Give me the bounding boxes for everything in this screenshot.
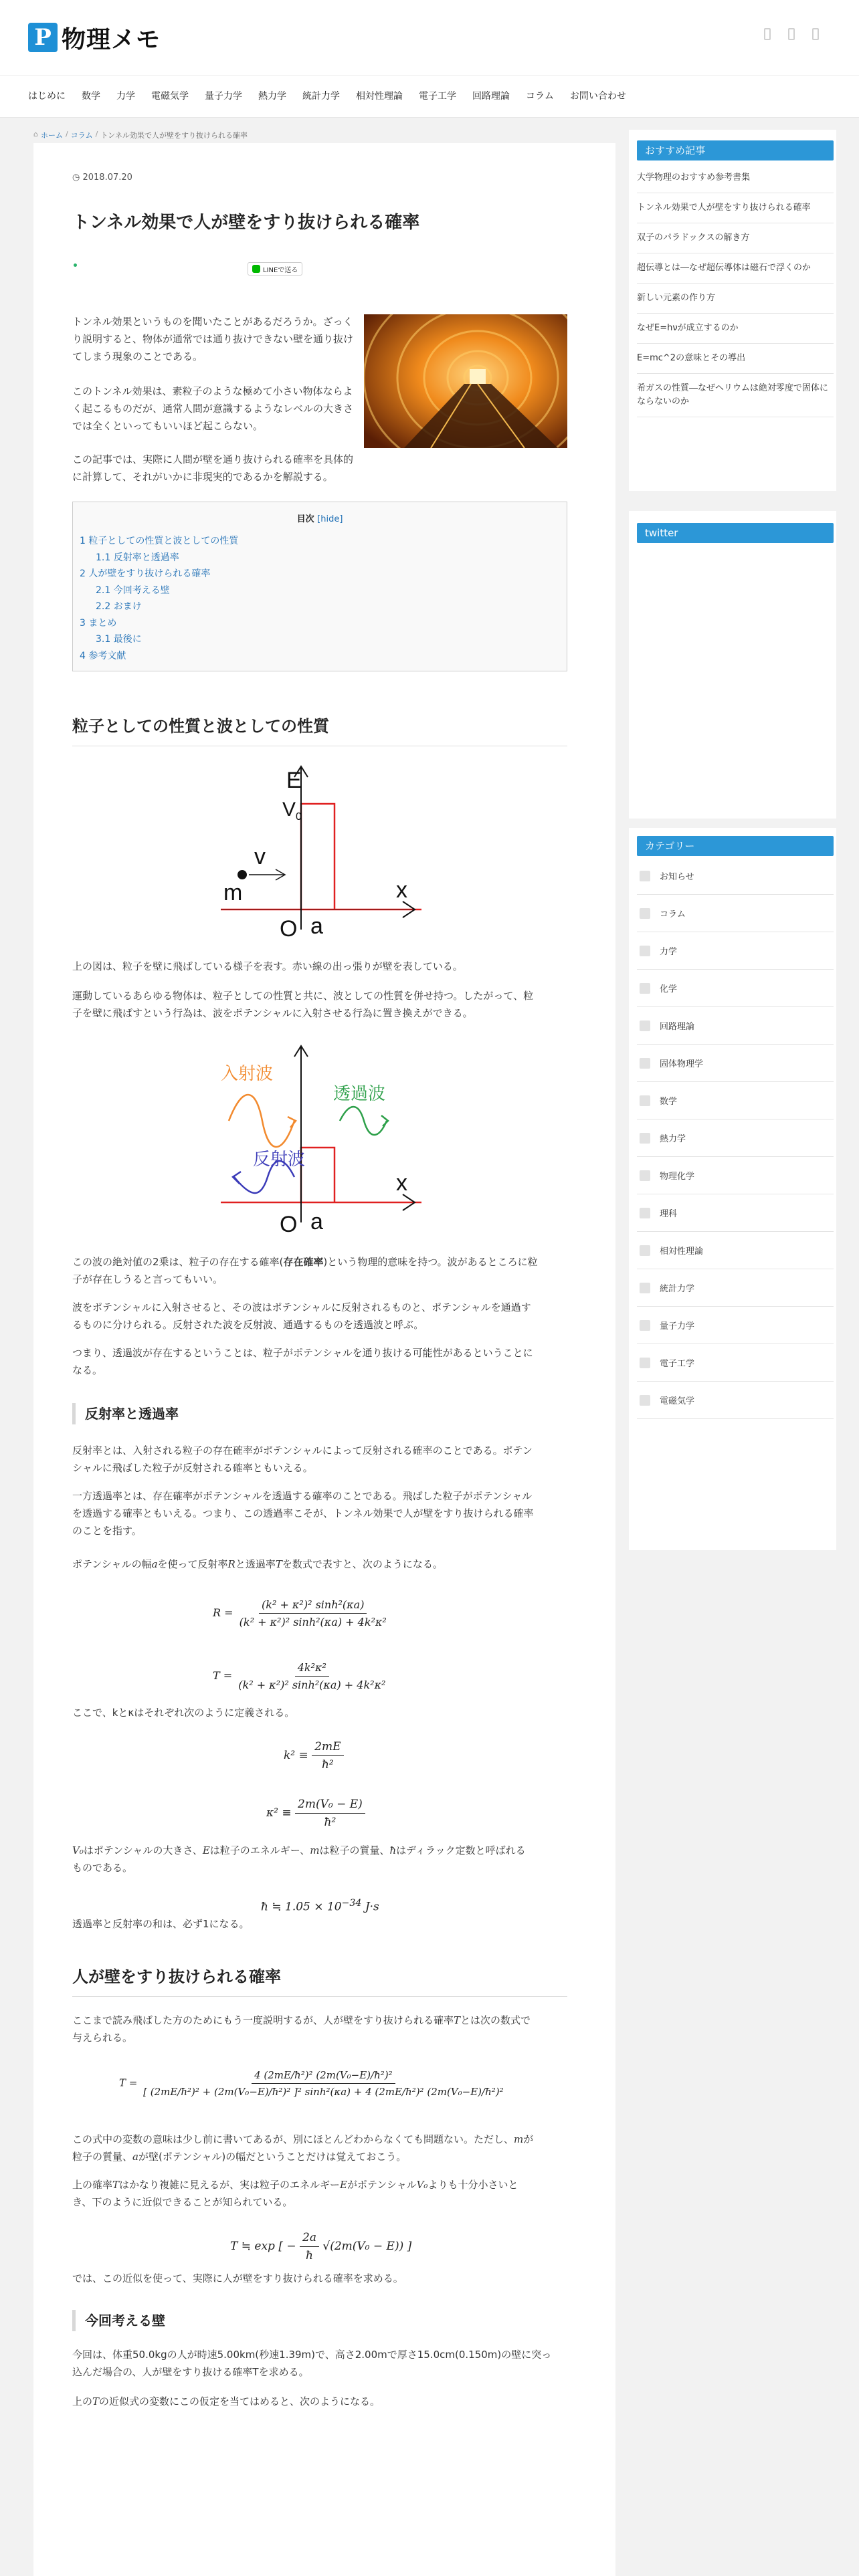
category-item[interactable]: 熱力学: [637, 1119, 834, 1157]
x-axis-label: x: [396, 1170, 407, 1196]
category-item[interactable]: 電磁気学: [637, 1382, 834, 1419]
recommended-widget: [629, 130, 836, 491]
nav-item[interactable]: 相対性理論: [356, 91, 403, 102]
paragraph: つまり、透過波が存在するということは、粒子がポテンシャルを通り抜ける可能性があるということに なる。: [72, 1347, 533, 1376]
nav-item[interactable]: 熱力学: [258, 91, 286, 102]
folder-icon: [640, 1021, 650, 1031]
velocity-label: v: [254, 844, 266, 869]
recommended-link[interactable]: 希ガスの性質―なぜヘリウムは絶対零度で固体にならないのか: [637, 374, 834, 417]
nav-item[interactable]: お問い合わせ: [569, 91, 626, 102]
paragraph: 一方透過率とは、存在確率がポテンシャルを透過する確率のことである。飛ばした粒子がポテンシャル を透過する確率ともいえる。つまり、この透過率こそが、トンネル効果で人が壁をすり抜けられる確率 のことを指す。: [72, 1490, 534, 1537]
recommended-link[interactable]: トンネル効果で人が壁をすり抜けられる確率: [637, 193, 834, 223]
folder-icon: [640, 1170, 650, 1181]
transmitted-wave-label: 透過波: [333, 1084, 386, 1104]
category-item[interactable]: お知らせ: [637, 857, 834, 895]
paragraph: ここで、kとκはそれぞれ次のように定義される。: [72, 1707, 295, 1719]
category-item[interactable]: 相対性理論: [637, 1232, 834, 1269]
toc-item[interactable]: 3.1 最後に: [96, 634, 142, 645]
paragraph: ここまで読み飛ばした方のためにもう一度説明するが、人が壁をすり抜けられる確率Tとは次の数式で 与えられる。: [72, 2014, 531, 2044]
site-logo[interactable]: [28, 21, 161, 53]
potential-label: V: [282, 798, 296, 821]
x-axis-label: x: [396, 877, 407, 903]
paragraph: では、この近似を使って、実際に人が壁をすり抜けられる確率を求める。: [72, 2272, 403, 2284]
folder-icon: [640, 1208, 650, 1218]
folder-icon: [640, 1283, 650, 1293]
folder-icon: [640, 1133, 650, 1144]
width-label: a: [310, 1209, 323, 1235]
category-item[interactable]: 固体物理学: [637, 1045, 834, 1082]
paragraph: 上の図は、粒子を壁に飛ばしている様子を表す。赤い線の出っ張りが壁を表している。: [72, 960, 463, 972]
subsection-heading: 今回考える壁: [72, 2310, 567, 2331]
width-label: a: [310, 914, 323, 939]
k-definition: k² ≡ $\frac{2mE}{\text{ħ²}}$: [284, 1740, 344, 1772]
folder-icon: [640, 1245, 650, 1256]
folder-icon: [640, 908, 650, 919]
breadcrumb-home[interactable]: ホーム: [40, 131, 63, 140]
toc-item[interactable]: 2.2 おまけ: [96, 601, 142, 612]
folder-icon: [640, 946, 650, 956]
nav-item[interactable]: 電磁気学: [151, 91, 189, 102]
paragraph: 上のTの近似式の変数にこの仮定を当てはめると、次のようになる。: [72, 2395, 381, 2407]
category-item[interactable]: 数学: [637, 1082, 834, 1119]
post-date: ◷ 2018.07.20: [72, 173, 132, 183]
line-share-button[interactable]: LINEで送る: [248, 262, 302, 276]
category-item[interactable]: 化学: [637, 970, 834, 1007]
toc-item[interactable]: 1.1 反射率と透過率: [96, 552, 179, 563]
recommended-link[interactable]: 新しい元素の作り方: [637, 284, 834, 314]
article-title: トンネル効果で人が壁をすり抜けられる確率: [72, 213, 420, 233]
approximation-formula: T ≒ exp [ − $\frac{2a}{ħ}$ √(2m(V₀ − E)) ]: [230, 2231, 412, 2262]
site-name: 物理メモ: [62, 25, 161, 53]
nav-item[interactable]: コラム: [526, 91, 554, 102]
share-icon[interactable]: [74, 263, 77, 267]
logo-icon: P: [28, 23, 58, 52]
breadcrumb-category[interactable]: コラム: [70, 131, 93, 140]
recommended-link[interactable]: なぜE=hνが成立するのか: [637, 314, 834, 344]
nav-item[interactable]: 力学: [116, 91, 135, 102]
recommended-link[interactable]: E=mc^2の意味とその導出: [637, 344, 834, 374]
paragraph: 反射率とは、入射される粒子の存在確率がポテンシャルによって反射される確率のことである。ポテン シャルに飛ばした粒子が反射される確率ともいえる。: [72, 1444, 533, 1474]
folder-icon: [640, 983, 650, 994]
line-icon: [252, 265, 260, 273]
energy-axis-label: E: [286, 768, 302, 793]
toc-item[interactable]: 3 まとめ: [80, 617, 117, 629]
section-heading: 人が壁をすり抜けられる確率: [72, 1963, 567, 1997]
toc-item[interactable]: 2 人が壁をすり抜けられる確率: [80, 568, 211, 579]
clock-icon: ◷: [72, 173, 83, 183]
toc-item[interactable]: 2.1 今回考える壁: [96, 584, 170, 596]
intro-paragraph: この記事では、実際に人間が壁を通り抜けられる確率を具体的に計算して、それがいかに非現実的であるかを解説する。: [72, 453, 354, 483]
folder-icon: [640, 1320, 650, 1331]
transmittance-formula: T = $\frac{\text{4k²κ²}}{\text{(k² + κ²)² sinh²(κa) + 4k²κ²}}$: [213, 1661, 386, 1691]
section-heading: 粒子としての性質と波としての性質: [72, 713, 567, 746]
table-of-contents: [72, 502, 567, 671]
nav-item[interactable]: 電子工学: [419, 91, 456, 102]
social-icon[interactable]: [812, 28, 819, 40]
folder-icon: [640, 871, 650, 881]
toc-title: 目次: [296, 514, 314, 524]
recommended-title: おすすめ記事: [637, 140, 834, 160]
recommended-link[interactable]: 超伝導とは―なぜ超伝導体は磁石で浮くのか: [637, 253, 834, 284]
paragraph: 透過率と反射率の和は、必ず1になる。: [72, 1918, 250, 1930]
twitter-title: twitter: [637, 523, 834, 543]
folder-icon: [640, 1395, 650, 1406]
folder-icon: [640, 1358, 650, 1368]
category-item[interactable]: 理科: [637, 1194, 834, 1232]
category-item[interactable]: 統計力学: [637, 1269, 834, 1307]
nav-item[interactable]: 統計力学: [302, 91, 340, 102]
nav-item[interactable]: 数学: [82, 91, 100, 102]
folder-icon: [640, 1058, 650, 1069]
paragraph: 波をポテンシャルに入射させると、その波はポテンシャルに反射されるものと、ポテンシャルを通過す るものに分けられる。反射された波を反射波、通過するものを透過波と呼ぶ。: [72, 1301, 531, 1331]
category-item[interactable]: 力学: [637, 932, 834, 970]
paragraph: 運動しているあらゆる物体は、粒子としての性質と共に、波としての性質を併せ持つ。したがって、粒 子を壁に飛ばすという行為は、波をポテンシャルに入射させる行為に置き換えができる。: [72, 990, 534, 1019]
subsection-heading: 反射率と透過率: [72, 1403, 567, 1424]
potential-subscript: 0: [296, 811, 302, 823]
global-nav: [0, 75, 859, 118]
paragraph: この式中の変数の意味は少し前に書いてあるが、別にほとんどわからなくても問題ない。ただし、mが 粒子の質量、aが壁(ポテンシャル)の幅だということだけは覚えておこう。: [72, 2133, 534, 2163]
origin-label: O: [280, 916, 298, 942]
category-item[interactable]: コラム: [637, 895, 834, 932]
category-title: カテゴリー: [637, 836, 834, 856]
main-content: [33, 143, 615, 2576]
tunneling-probability-formula: T = 4 (2mE/ħ²)² (2m(V₀−E)/ħ²)² [ (2mE/ħ²)² + (2m(V₀−E)/ħ²)² ]² sinh²(κa) + 4 (2mE/ħ²)² (2m(V₀−E)/ħ²)²: [119, 2069, 504, 2098]
paragraph: この波の絶対値の2乗は、粒子の存在する確率(存在確率)という物理的意味を持つ。波があるところに粒 子が存在しうると言ってもいい。: [72, 1256, 538, 1285]
hbar-value: ħ ≒ $1.05 \times 10^{-34}$ J·s: [261, 1898, 379, 1914]
toc-hide-toggle[interactable]: [hide]: [317, 514, 343, 524]
tunnel-image: [364, 314, 567, 448]
toc-item[interactable]: 4 参考文献: [80, 650, 126, 661]
nav-item[interactable]: 量子力学: [205, 91, 242, 102]
folder-icon: [640, 1095, 650, 1106]
incident-wave-label: 入射波: [221, 1064, 274, 1084]
home-icon: ⌂: [33, 130, 38, 138]
reflectance-formula: R = $\frac{\text{(k² + κ²)² sinh²(κa)}}{\text{(k² + κ²)² sinh²(κa) + 4k²κ²}}$: [213, 1598, 387, 1628]
recommended-link[interactable]: 双子のパラドックスの解き方: [637, 223, 834, 253]
social-icon[interactable]: [788, 28, 795, 40]
social-icon[interactable]: [764, 28, 771, 40]
wave-diagram: [221, 1042, 424, 1236]
paragraph: V₀はポテンシャルの大きさ、Eは粒子のエネルギー、mは粒子の質量、ħはディラック定数と呼ばれる ものである。: [72, 1844, 526, 1874]
particle-diagram: [221, 762, 424, 942]
kappa-definition: κ² ≡ $\frac{\text{2m(V₀ − E)}}{\text{ħ²}}$: [266, 1798, 365, 1829]
twitter-widget: [629, 511, 836, 819]
breadcrumb: ⌂ ホーム / コラム / トンネル効果で人が壁をすり抜けられる確率: [33, 130, 248, 140]
site-header: [0, 0, 859, 75]
mass-label: m: [223, 880, 243, 905]
category-widget: [629, 828, 836, 1550]
origin-label: O: [280, 1212, 298, 1236]
header-social-icons: [764, 28, 819, 40]
reflected-wave-label: 反射波: [253, 1150, 306, 1170]
intro-paragraph: このトンネル効果は、素粒子のような極めて小さい物体ならよく起こるものだが、通常人間が意識するようなレベルの大きさでは全くといってもいいほど起こらない。: [72, 385, 354, 432]
category-item[interactable]: 回路理論: [637, 1007, 834, 1045]
category-item[interactable]: 物理化学: [637, 1157, 834, 1194]
category-item[interactable]: 量子力学: [637, 1307, 834, 1344]
nav-item[interactable]: はじめに: [28, 91, 66, 102]
paragraph: ポテンシャルの幅aを使って反射率Rと透過率Tを数式で表すと、次のようになる。: [72, 1558, 443, 1570]
intro-paragraph: トンネル効果というものを聞いたことがあるだろうか。ざっくり説明すると、物体が通常では通り抜けできない壁を通り抜けてしまう現象のことである。: [72, 316, 354, 362]
nav-item[interactable]: 回路理論: [472, 91, 510, 102]
recommended-link[interactable]: 大学物理のおすすめ参考書集: [637, 163, 834, 193]
category-item[interactable]: 電子工学: [637, 1344, 834, 1382]
breadcrumb-current: トンネル効果で人が壁をすり抜けられる確率: [100, 131, 248, 140]
paragraph: 今回は、体重50.0kgの人が時速5.00km(秒速1.39m)で、高さ2.00mで厚さ15.0cm(0.150m)の壁に突っ 込んだ場合の、人が壁をすり抜ける確率Tを求める。: [72, 2349, 552, 2378]
paragraph: 上の確率Tはかなり複雑に見えるが、実は粒子のエネルギーEがポテンシャルV₀よりも十分小さいと き、下のように近似できることが知られている。: [72, 2179, 518, 2208]
toc-item[interactable]: 1 粒子としての性質と波としての性質: [80, 536, 239, 546]
